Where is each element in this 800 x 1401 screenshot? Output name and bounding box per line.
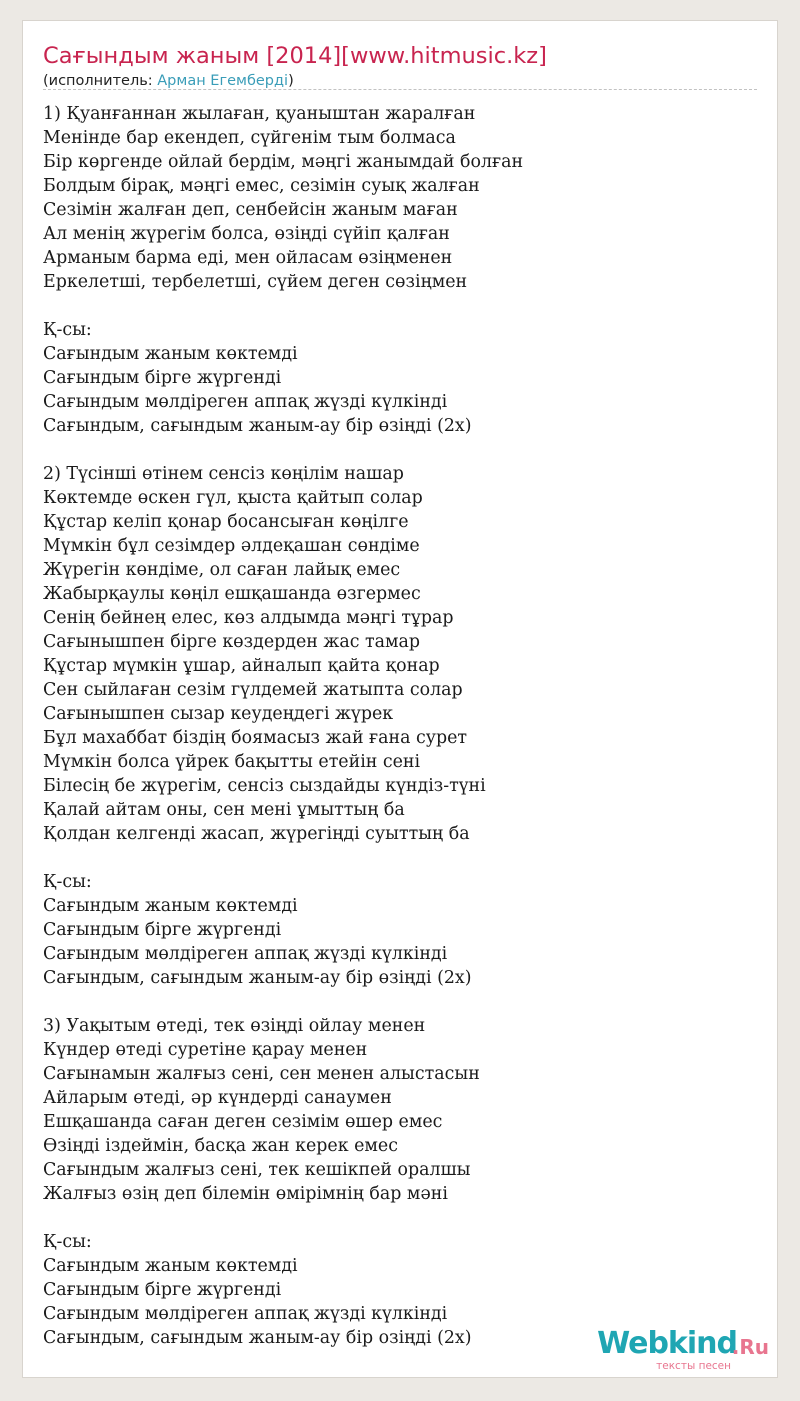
artist-suffix: ) [288, 73, 294, 89]
lyric-line: Қ-сы: [43, 320, 92, 340]
lyric-line: Қ-сы: [43, 872, 92, 892]
lyric-line: Сағындым бірге жүргенді [43, 368, 282, 388]
lyric-line: Қалай айтам оны, сен мені ұмыттың ба [43, 800, 405, 820]
lyric-line: Жалғыз өзің деп білемін өмірімнің бар мәні [43, 1184, 448, 1204]
lyric-line: Ешқашанда саған деген сезімім өшер емес [43, 1112, 443, 1132]
lyric-line: Сағынышпен бірге көздерден жас тамар [43, 632, 421, 652]
lyric-line: Мүмкін бұл сезімдер әлдеқашан сөндіме [43, 536, 420, 556]
lyric-line: Сағындым, сағындым жаным-ау бір өзіңді (2х) [43, 968, 472, 988]
lyric-line: Құстар мүмкін ұшар, айналып қайта қонар [43, 656, 440, 676]
lyric-line: Сен сыйлаған сезім гүлдемей жатыпта солар [43, 680, 463, 700]
lyric-line: Сағындым мөлдіреген аппақ жүзді күлкінді [43, 392, 448, 412]
lyric-line: 3) Уақытым өтеді, тек өзіңді ойлау менен [43, 1016, 426, 1036]
lyric-line: Көктемде өскен гүл, қыста қайтып солар [43, 488, 423, 508]
logo-tagline: тексты песен [656, 1360, 731, 1372]
lyric-line: Құстар келіп қонар босансыған көңілге [43, 512, 409, 532]
lyric-line: Айларым өтеді, әр күндерді санаумен [43, 1088, 392, 1108]
lyric-line: Бұл махаббат біздің боямасыз жай ғана сурет [43, 728, 468, 748]
logo-main-text: Webkind [597, 1326, 737, 1361]
logo-tld-text: .Ru [731, 1335, 769, 1359]
lyric-line: Еркелетші, тербелетші, сүйем деген сөзіңмен [43, 272, 468, 292]
lyric-line: Мүмкін болса үйрек бақытты етейін сені [43, 752, 421, 772]
lyric-line: Сағынышпен сызар кеудеңдегі жүрек [43, 704, 394, 724]
lyrics-card [22, 20, 778, 1378]
title-divider [43, 89, 757, 90]
lyric-line: Болдым бірақ, мәңгі емес, сезімін суық жалған [43, 176, 480, 196]
lyric-line: 1) Қуанғаннан жылаған, қуаныштан жаралған [43, 104, 476, 124]
lyric-line: Арманым барма еді, мен ойласам өзіңменен [43, 248, 453, 268]
lyric-line: Сағындым, сағындым жаным-ау бір озіңді (2х) [43, 1328, 472, 1348]
song-title: Сағындым жаным [2014][www.hitmusic.kz] [43, 43, 547, 69]
lyric-line: Қолдан келгенді жасап, жүрегіңді суыттың ба [43, 824, 470, 844]
lyric-line: Сезімін жалған деп, сенбейсін жаным маған [43, 200, 458, 220]
lyric-line: Сағындым бірге жүргенді [43, 1280, 282, 1300]
lyrics-text [43, 102, 523, 1350]
lyric-line: Жүрегін көндіме, ол саған лайық емес [43, 560, 401, 580]
lyric-line: Қ-сы: [43, 1232, 92, 1252]
lyric-line: Сағындым, сағындым жаным-ау бір өзіңді (2х) [43, 416, 472, 436]
lyric-line: Жабырқаулы көңіл ешқашанда өзгермес [43, 584, 421, 604]
artist-line [43, 71, 294, 91]
lyric-line: 2) Түсінші өтінем сенсіз көңілім нашар [43, 464, 404, 484]
lyric-line: Сағындым жаным көктемді [43, 896, 298, 916]
artist-prefix: (исполнитель: [43, 73, 158, 89]
lyric-line: Сағынамын жалғыз сені, сен менен алыстасын [43, 1064, 480, 1084]
lyric-line: Сенің бейнең елес, көз алдымда мәңгі тұрар [43, 608, 454, 628]
lyric-line: Сағындым жалғыз сені, тек кешікпей оралшы [43, 1160, 471, 1180]
lyric-line: Күндер өтеді суретіне қарау менен [43, 1040, 368, 1060]
lyric-line: Бір көргенде ойлай бердім, мәңгі жанымдай болған [43, 152, 524, 172]
lyric-line: Өзіңді іздеймін, басқа жан керек емес [43, 1136, 398, 1156]
artist-link[interactable]: Арман Егемберді [157, 73, 289, 89]
lyric-line: Білесің бе жүрегім, сенсіз сыздайды күндіз-түні [43, 776, 486, 796]
lyric-line: Сағындым бірге жүргенді [43, 920, 282, 940]
lyric-line: Менiнде бар екендеп, сүйгенім тым болмаса [43, 128, 456, 148]
lyric-line: Ал менің жүрегім болса, өзіңді сүйіп қалған [43, 224, 450, 244]
lyric-line: Сағындым жаным көктемді [43, 1256, 298, 1276]
lyric-line: Сағындым жаным көктемді [43, 344, 298, 364]
webkind-logo[interactable] [579, 1327, 769, 1373]
lyric-line: Сағындым мөлдіреген аппақ жүзді күлкінді [43, 1304, 448, 1324]
lyric-line: Сағындым мөлдіреген аппақ жүзді күлкінді [43, 944, 448, 964]
